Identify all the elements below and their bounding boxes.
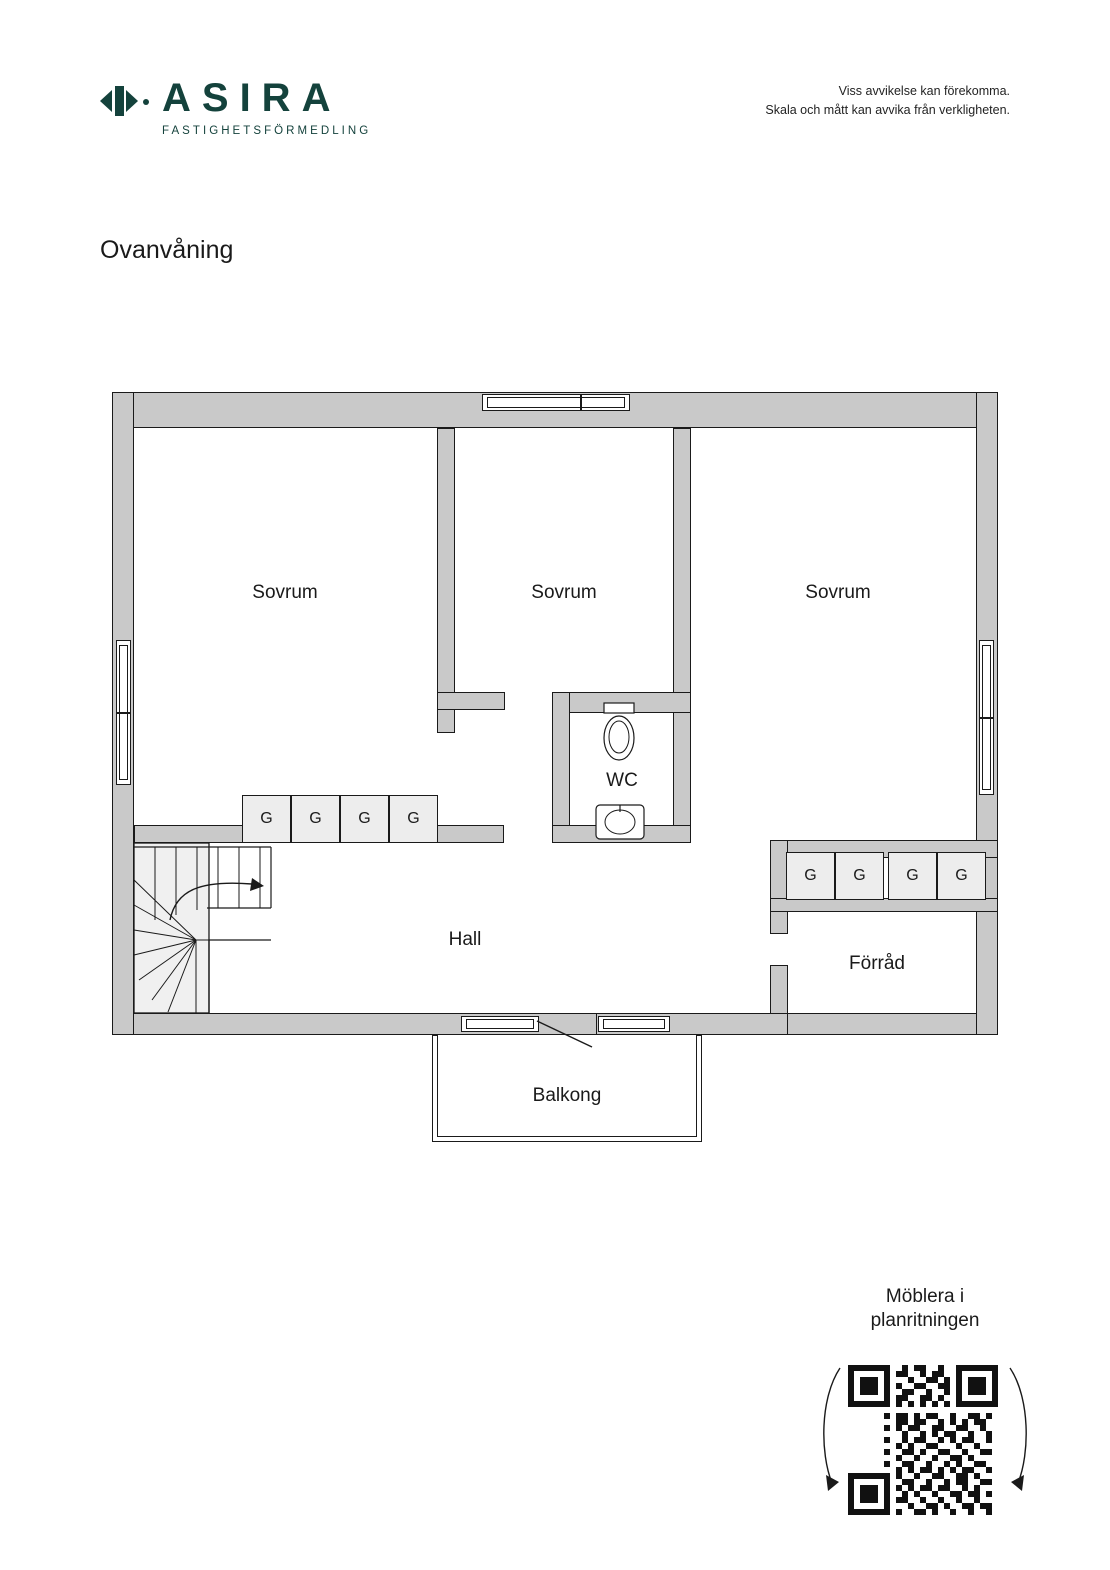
window-top-mullion <box>580 394 582 411</box>
qr-caption <box>810 1285 1040 1333</box>
interior-wall-forrad-top <box>770 898 998 912</box>
wardrobe-left-1 <box>242 795 291 843</box>
disclaimer-line-2: Skala och mått kan avvika från verkligheten. <box>765 102 1010 117</box>
brand-tagline: FASTIGHETSFÖRMEDLING <box>162 125 372 137</box>
wardrobe-label: G <box>407 810 420 827</box>
wardrobe-right-1 <box>786 852 835 900</box>
exterior-wall-bottom <box>112 1013 998 1035</box>
wardrobe-left-4 <box>389 795 438 843</box>
room-label-forrad: Förråd <box>849 953 905 974</box>
balcony-door-left-pane <box>466 1019 534 1029</box>
window-left-mullion <box>116 712 131 714</box>
wardrobe-label: G <box>309 810 322 827</box>
room-fill-hall <box>134 843 673 1013</box>
room-fill-sovrum-middle <box>455 428 673 694</box>
wardrobe-label: G <box>955 867 968 884</box>
qr-code-icon[interactable] <box>848 1365 998 1515</box>
wardrobe-right-3 <box>888 852 937 900</box>
qr-section <box>810 1285 1040 1528</box>
room-label-sovrum-right: Sovrum <box>805 582 871 603</box>
room-label-sovrum-left: Sovrum <box>252 582 318 603</box>
wardrobe-right-2 <box>835 852 884 900</box>
wardrobe-left-3 <box>340 795 389 843</box>
window-right-mullion <box>979 717 994 719</box>
room-fill-sovrum-left <box>134 428 437 843</box>
wardrobe-left-2 <box>291 795 340 843</box>
wardrobe-label: G <box>260 810 273 827</box>
room-fill-sovrum-right <box>700 428 976 858</box>
interior-wall-wc-left <box>552 692 570 843</box>
room-label-sovrum-middle: Sovrum <box>531 582 597 603</box>
qr-caption-line-1: Möblera i <box>885 1286 965 1307</box>
interior-wall-left-middle <box>437 428 455 733</box>
room-label-wc: WC <box>606 770 638 791</box>
disclaimer-line-1: Viss avvikelse kan förekomma. <box>838 84 1010 98</box>
interior-wall-wc-top <box>552 692 691 713</box>
wardrobe-label: G <box>804 867 817 884</box>
wardrobe-right-4 <box>937 852 986 900</box>
wardrobe-label: G <box>853 867 866 884</box>
interior-wall-stub-middle <box>437 692 505 710</box>
brand-name: ASIRA <box>162 76 342 120</box>
room-label-balkong: Balkong <box>532 1085 602 1106</box>
room-label-hall: Hall <box>448 929 482 950</box>
qr-caption-line-2: planritningen <box>870 1309 980 1331</box>
wardrobe-label: G <box>906 867 919 884</box>
page-title: Ovanvåning <box>100 236 234 264</box>
balcony-door-right-pane <box>603 1019 665 1029</box>
wardrobe-label: G <box>358 810 371 827</box>
interior-wall-wc-bottom <box>552 825 691 843</box>
window-top-pane <box>487 397 625 408</box>
